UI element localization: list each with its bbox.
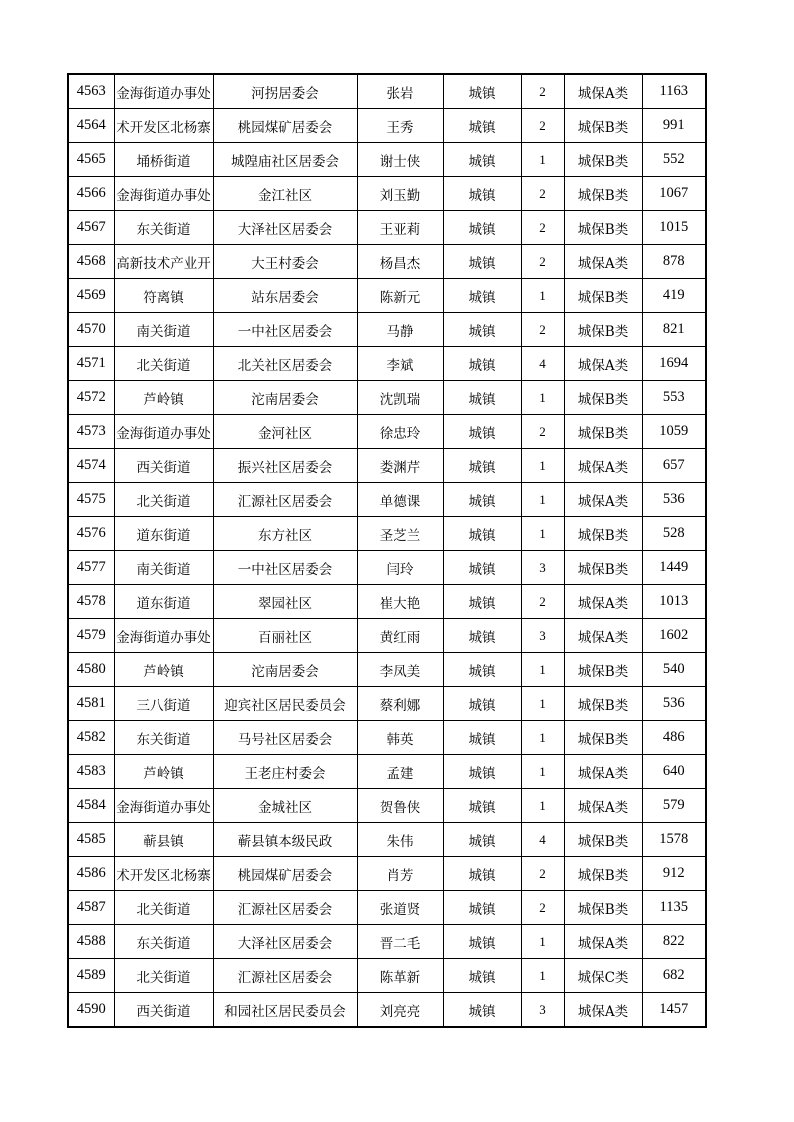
cell-name: 崔大艳	[357, 585, 443, 619]
cell-area: 城镇	[443, 449, 521, 483]
cell-area: 城镇	[443, 415, 521, 449]
cell-name: 蔡利娜	[357, 687, 443, 721]
cell-id: 4580	[68, 653, 114, 687]
cell-amount: 1135	[642, 891, 706, 925]
cell-amount: 1449	[642, 551, 706, 585]
cell-name: 李斌	[357, 347, 443, 381]
cell-community: 翠园社区	[213, 585, 357, 619]
cell-amount: 1602	[642, 619, 706, 653]
cell-amount: 1013	[642, 585, 706, 619]
cell-id: 4584	[68, 789, 114, 823]
cell-street: 金海街道办事处	[114, 415, 213, 449]
table-row	[68, 313, 706, 347]
table-row	[68, 755, 706, 789]
cell-name: 刘亮亮	[357, 993, 443, 1028]
cell-street: 道东街道	[114, 585, 213, 619]
cell-community: 蕲县镇本级民政	[213, 823, 357, 857]
cell-community: 汇源社区居委会	[213, 483, 357, 517]
table-row	[68, 551, 706, 585]
cell-type: 城保B类	[564, 653, 642, 687]
cell-amount: 682	[642, 959, 706, 993]
cell-id: 4564	[68, 109, 114, 143]
table-row	[68, 993, 706, 1028]
cell-count: 1	[521, 517, 564, 551]
cell-amount: 528	[642, 517, 706, 551]
cell-community: 沱南居委会	[213, 381, 357, 415]
cell-name: 黄红雨	[357, 619, 443, 653]
cell-count: 1	[521, 721, 564, 755]
cell-count: 1	[521, 653, 564, 687]
cell-name: 王亚莉	[357, 211, 443, 245]
cell-area: 城镇	[443, 857, 521, 891]
data-table	[67, 73, 707, 1028]
cell-name: 张岩	[357, 74, 443, 109]
cell-area: 城镇	[443, 245, 521, 279]
cell-id: 4574	[68, 449, 114, 483]
cell-id: 4583	[68, 755, 114, 789]
cell-amount: 1067	[642, 177, 706, 211]
cell-amount: 1694	[642, 347, 706, 381]
table-row	[68, 959, 706, 993]
cell-area: 城镇	[443, 177, 521, 211]
cell-community: 站东居委会	[213, 279, 357, 313]
cell-street: 符离镇	[114, 279, 213, 313]
cell-count: 1	[521, 143, 564, 177]
cell-community: 金城社区	[213, 789, 357, 823]
cell-amount: 419	[642, 279, 706, 313]
cell-name: 徐忠玲	[357, 415, 443, 449]
cell-type: 城保A类	[564, 245, 642, 279]
cell-community: 大王村委会	[213, 245, 357, 279]
cell-id: 4579	[68, 619, 114, 653]
cell-community: 桃园煤矿居委会	[213, 857, 357, 891]
cell-count: 1	[521, 959, 564, 993]
cell-area: 城镇	[443, 959, 521, 993]
cell-street: 南关街道	[114, 313, 213, 347]
cell-street: 北关街道	[114, 347, 213, 381]
cell-amount: 553	[642, 381, 706, 415]
cell-id: 4573	[68, 415, 114, 449]
table-row	[68, 619, 706, 653]
cell-count: 1	[521, 789, 564, 823]
cell-type: 城保B类	[564, 143, 642, 177]
cell-count: 4	[521, 347, 564, 381]
cell-name: 晋二毛	[357, 925, 443, 959]
cell-area: 城镇	[443, 551, 521, 585]
cell-street: 金海街道办事处	[114, 74, 213, 109]
cell-count: 2	[521, 109, 564, 143]
cell-type: 城保B类	[564, 381, 642, 415]
cell-area: 城镇	[443, 925, 521, 959]
cell-street: 北关街道	[114, 891, 213, 925]
cell-type: 城保A类	[564, 74, 642, 109]
cell-community: 桃园煤矿居委会	[213, 109, 357, 143]
table-row	[68, 687, 706, 721]
cell-count: 2	[521, 211, 564, 245]
cell-community: 东方社区	[213, 517, 357, 551]
cell-street: 东关街道	[114, 721, 213, 755]
cell-id: 4582	[68, 721, 114, 755]
table-row	[68, 109, 706, 143]
cell-count: 3	[521, 619, 564, 653]
cell-count: 1	[521, 925, 564, 959]
table-row	[68, 177, 706, 211]
cell-name: 杨昌杰	[357, 245, 443, 279]
cell-name: 陈革新	[357, 959, 443, 993]
cell-name: 圣芝兰	[357, 517, 443, 551]
table-row	[68, 789, 706, 823]
cell-count: 2	[521, 585, 564, 619]
cell-count: 1	[521, 483, 564, 517]
cell-id: 4576	[68, 517, 114, 551]
cell-street: 北关街道	[114, 959, 213, 993]
cell-id: 4577	[68, 551, 114, 585]
cell-amount: 579	[642, 789, 706, 823]
cell-count: 2	[521, 891, 564, 925]
cell-street: 术开发区北杨寨	[114, 109, 213, 143]
cell-type: 城保A类	[564, 925, 642, 959]
cell-count: 3	[521, 993, 564, 1028]
cell-street: 金海街道办事处	[114, 789, 213, 823]
cell-type: 城保B类	[564, 721, 642, 755]
cell-area: 城镇	[443, 74, 521, 109]
cell-count: 2	[521, 857, 564, 891]
table-row	[68, 585, 706, 619]
cell-id: 4563	[68, 74, 114, 109]
cell-area: 城镇	[443, 619, 521, 653]
table-row	[68, 279, 706, 313]
cell-amount: 536	[642, 483, 706, 517]
table-row	[68, 381, 706, 415]
cell-area: 城镇	[443, 517, 521, 551]
table-body	[68, 74, 706, 1027]
cell-type: 城保B类	[564, 279, 642, 313]
cell-id: 4586	[68, 857, 114, 891]
cell-count: 2	[521, 415, 564, 449]
cell-type: 城保B类	[564, 891, 642, 925]
cell-count: 3	[521, 551, 564, 585]
cell-name: 肖芳	[357, 857, 443, 891]
cell-street: 三八街道	[114, 687, 213, 721]
cell-type: 城保B类	[564, 857, 642, 891]
cell-street: 道东街道	[114, 517, 213, 551]
cell-type: 城保A类	[564, 619, 642, 653]
cell-amount: 822	[642, 925, 706, 959]
cell-community: 河拐居委会	[213, 74, 357, 109]
cell-name: 沈凯瑞	[357, 381, 443, 415]
cell-type: 城保A类	[564, 585, 642, 619]
cell-street: 高新技术产业开	[114, 245, 213, 279]
cell-id: 4590	[68, 993, 114, 1028]
table-row	[68, 517, 706, 551]
cell-street: 埇桥街道	[114, 143, 213, 177]
cell-street: 金海街道办事处	[114, 619, 213, 653]
cell-amount: 821	[642, 313, 706, 347]
cell-street: 术开发区北杨寨	[114, 857, 213, 891]
cell-community: 一中社区居委会	[213, 551, 357, 585]
cell-name: 单德课	[357, 483, 443, 517]
cell-amount: 1457	[642, 993, 706, 1028]
cell-id: 4572	[68, 381, 114, 415]
cell-area: 城镇	[443, 755, 521, 789]
cell-amount: 1163	[642, 74, 706, 109]
cell-amount: 878	[642, 245, 706, 279]
cell-name: 闫玲	[357, 551, 443, 585]
cell-amount: 486	[642, 721, 706, 755]
cell-count: 2	[521, 74, 564, 109]
cell-area: 城镇	[443, 313, 521, 347]
cell-amount: 657	[642, 449, 706, 483]
cell-community: 大泽社区居委会	[213, 211, 357, 245]
cell-amount: 991	[642, 109, 706, 143]
cell-area: 城镇	[443, 143, 521, 177]
cell-community: 沱南居委会	[213, 653, 357, 687]
cell-amount: 640	[642, 755, 706, 789]
cell-name: 王秀	[357, 109, 443, 143]
cell-type: 城保A类	[564, 449, 642, 483]
table-row	[68, 721, 706, 755]
cell-count: 2	[521, 313, 564, 347]
cell-community: 汇源社区居委会	[213, 959, 357, 993]
table-row	[68, 483, 706, 517]
cell-id: 4569	[68, 279, 114, 313]
cell-type: 城保A类	[564, 755, 642, 789]
cell-type: 城保B类	[564, 517, 642, 551]
table-row	[68, 74, 706, 109]
cell-id: 4571	[68, 347, 114, 381]
table-row	[68, 857, 706, 891]
cell-amount: 1015	[642, 211, 706, 245]
cell-count: 1	[521, 687, 564, 721]
cell-area: 城镇	[443, 381, 521, 415]
cell-type: 城保B类	[564, 551, 642, 585]
cell-type: 城保B类	[564, 687, 642, 721]
cell-street: 蕲县镇	[114, 823, 213, 857]
cell-area: 城镇	[443, 891, 521, 925]
cell-area: 城镇	[443, 279, 521, 313]
cell-area: 城镇	[443, 653, 521, 687]
cell-name: 陈新元	[357, 279, 443, 313]
cell-area: 城镇	[443, 109, 521, 143]
cell-id: 4568	[68, 245, 114, 279]
table-row	[68, 449, 706, 483]
cell-name: 李凤美	[357, 653, 443, 687]
cell-count: 1	[521, 449, 564, 483]
cell-community: 汇源社区居委会	[213, 891, 357, 925]
cell-community: 马号社区居委会	[213, 721, 357, 755]
table-row	[68, 653, 706, 687]
cell-community: 金江社区	[213, 177, 357, 211]
cell-type: 城保B类	[564, 415, 642, 449]
cell-community: 一中社区居委会	[213, 313, 357, 347]
cell-street: 金海街道办事处	[114, 177, 213, 211]
cell-name: 马静	[357, 313, 443, 347]
cell-area: 城镇	[443, 993, 521, 1028]
cell-id: 4565	[68, 143, 114, 177]
cell-amount: 912	[642, 857, 706, 891]
cell-id: 4570	[68, 313, 114, 347]
cell-community: 金河社区	[213, 415, 357, 449]
cell-type: 城保C类	[564, 959, 642, 993]
cell-community: 城隍庙社区居委会	[213, 143, 357, 177]
cell-amount: 1578	[642, 823, 706, 857]
cell-community: 和园社区居民委员会	[213, 993, 357, 1028]
cell-area: 城镇	[443, 585, 521, 619]
cell-area: 城镇	[443, 483, 521, 517]
cell-amount: 540	[642, 653, 706, 687]
cell-community: 北关社区居委会	[213, 347, 357, 381]
cell-type: 城保A类	[564, 993, 642, 1028]
table-row	[68, 925, 706, 959]
cell-area: 城镇	[443, 721, 521, 755]
cell-count: 1	[521, 755, 564, 789]
cell-community: 百丽社区	[213, 619, 357, 653]
cell-street: 东关街道	[114, 925, 213, 959]
cell-count: 1	[521, 381, 564, 415]
cell-name: 娄渊芹	[357, 449, 443, 483]
cell-id: 4589	[68, 959, 114, 993]
cell-name: 贺鲁侠	[357, 789, 443, 823]
cell-count: 2	[521, 245, 564, 279]
table-row	[68, 823, 706, 857]
cell-area: 城镇	[443, 687, 521, 721]
table-row	[68, 143, 706, 177]
cell-type: 城保B类	[564, 177, 642, 211]
cell-community: 振兴社区居委会	[213, 449, 357, 483]
cell-amount: 536	[642, 687, 706, 721]
cell-type: 城保A类	[564, 483, 642, 517]
cell-street: 东关街道	[114, 211, 213, 245]
cell-street: 南关街道	[114, 551, 213, 585]
cell-name: 孟建	[357, 755, 443, 789]
cell-type: 城保A类	[564, 789, 642, 823]
cell-area: 城镇	[443, 211, 521, 245]
cell-type: 城保A类	[564, 347, 642, 381]
cell-name: 刘玉勤	[357, 177, 443, 211]
cell-community: 迎宾社区居民委员会	[213, 687, 357, 721]
cell-id: 4575	[68, 483, 114, 517]
cell-amount: 552	[642, 143, 706, 177]
cell-id: 4581	[68, 687, 114, 721]
cell-community: 大泽社区居委会	[213, 925, 357, 959]
cell-area: 城镇	[443, 347, 521, 381]
cell-street: 芦岭镇	[114, 381, 213, 415]
cell-amount: 1059	[642, 415, 706, 449]
cell-type: 城保B类	[564, 109, 642, 143]
cell-area: 城镇	[443, 789, 521, 823]
cell-id: 4567	[68, 211, 114, 245]
cell-type: 城保B类	[564, 823, 642, 857]
cell-name: 张道贤	[357, 891, 443, 925]
cell-count: 4	[521, 823, 564, 857]
cell-id: 4587	[68, 891, 114, 925]
cell-count: 1	[521, 279, 564, 313]
cell-count: 2	[521, 177, 564, 211]
cell-street: 北关街道	[114, 483, 213, 517]
cell-street: 西关街道	[114, 449, 213, 483]
table-row	[68, 891, 706, 925]
cell-street: 西关街道	[114, 993, 213, 1028]
cell-area: 城镇	[443, 823, 521, 857]
table-row	[68, 211, 706, 245]
cell-name: 朱伟	[357, 823, 443, 857]
table-row	[68, 347, 706, 381]
cell-name: 韩英	[357, 721, 443, 755]
cell-type: 城保B类	[564, 313, 642, 347]
table-row	[68, 245, 706, 279]
cell-type: 城保B类	[564, 211, 642, 245]
table-row	[68, 415, 706, 449]
cell-id: 4585	[68, 823, 114, 857]
cell-name: 谢士侠	[357, 143, 443, 177]
cell-id: 4578	[68, 585, 114, 619]
cell-community: 王老庄村委会	[213, 755, 357, 789]
cell-id: 4588	[68, 925, 114, 959]
cell-street: 芦岭镇	[114, 653, 213, 687]
cell-id: 4566	[68, 177, 114, 211]
cell-street: 芦岭镇	[114, 755, 213, 789]
